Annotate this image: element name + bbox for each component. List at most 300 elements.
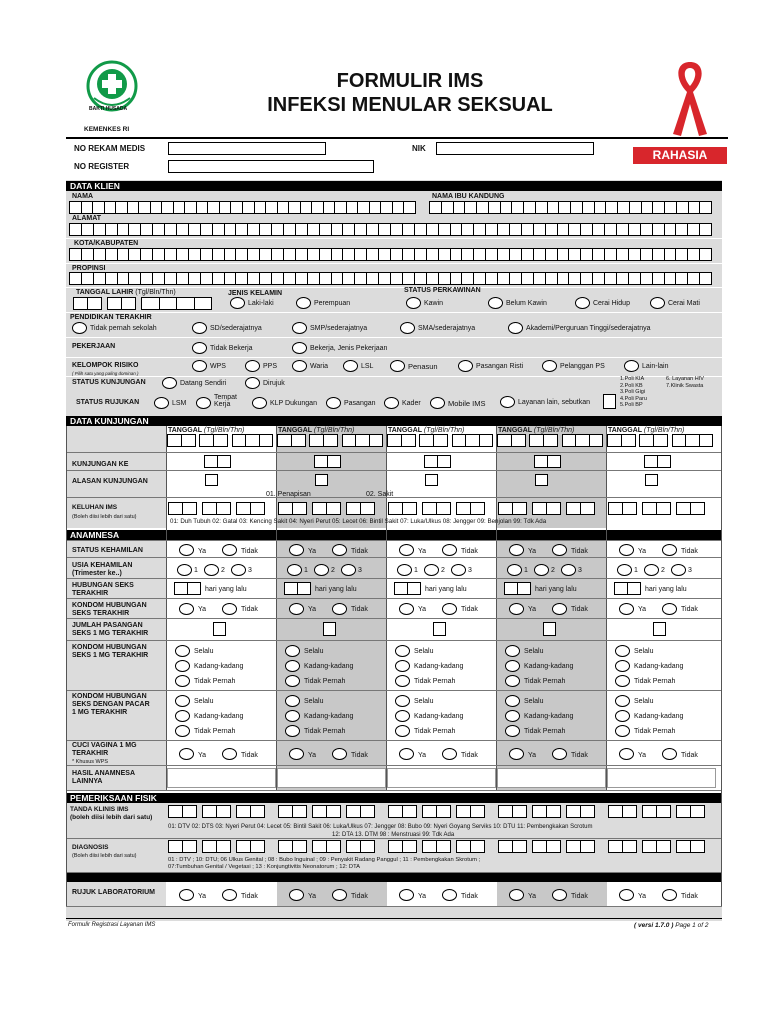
visit-4-kp-2[interactable] [505,725,520,737]
visit-5-diag-2[interactable] [643,840,671,853]
visit-2-tanda-3[interactable] [347,805,375,818]
risiko-label: KELOMPOK RISIKO [72,362,139,369]
visit-4-hamil-ya[interactable] [509,544,524,556]
risiko-wps-radio[interactable] [192,360,207,372]
visit-5-hamil-tidak[interactable] [662,544,677,556]
birth-day-field[interactable] [74,297,102,310]
visit-5-keluhan-2[interactable] [643,502,671,515]
usia-label: USIA KEHAMILAN (Trimester ke..) [72,562,133,577]
visit-1-day[interactable] [168,434,196,447]
visit-3-usia-1[interactable] [397,564,412,576]
visit-5-k1mg-0[interactable] [615,645,630,657]
visit-5-cuci-tidak[interactable] [662,748,677,760]
visit-3-k1mg-2-label: Tidak Pernah [414,678,456,685]
visit-5-year[interactable] [673,434,713,447]
visit-3-lab-tidak[interactable] [442,889,457,901]
rujuk-lain-box[interactable] [603,394,616,409]
visit-2-kp-0[interactable] [285,695,300,707]
visit-5-alasan-box[interactable] [645,474,658,486]
visit-5-kp-2-label: Tidak Pernah [634,728,676,735]
visit-2-diag-3[interactable] [347,840,375,853]
visit-2-tanda-1[interactable] [279,805,307,818]
diag-note: (Boleh diisi lebih dari satu) [72,853,137,859]
rujuk-lsm-radio[interactable] [154,397,169,409]
rujuk-mobile-radio[interactable] [430,397,445,409]
tgl-lahir-label: TANGGAL LAHIR (Tgl/Bln/Thn) [76,289,176,296]
visit-3-usia-1-label: 1 [414,567,418,574]
visit-5-k1mg-1[interactable] [615,660,630,672]
visit-2-tanda-2[interactable] [313,805,341,818]
nama-field[interactable] [70,201,416,214]
propinsi-label: PROPINSI [72,265,106,272]
visit-3-diag-1[interactable] [389,840,417,853]
visit-5-hub-field[interactable] [615,582,641,595]
visit-4-tanda-3[interactable] [567,805,595,818]
visit-4-kp-1[interactable] [505,710,520,722]
visit-1-lab-ya[interactable] [179,889,194,901]
pend-sd-label: SD/sederajatnya [210,325,262,332]
kerja-tidak-radio[interactable] [192,342,207,354]
visit-1-k1mg-2[interactable] [175,675,190,687]
risiko-penasun-radio[interactable] [390,360,405,372]
visit-4-k1mg-1[interactable] [505,660,520,672]
visit-1-diag-2[interactable] [203,840,231,853]
visit-4-usia-2-label: 2 [551,567,555,574]
visit-4-hari-label: hari yang lalu [535,586,577,593]
diag-codes-2: 07:Tumbuhan Genital / Vegetasi ; 13 : Konjungtivitis Neonatorum ; 12: DTA [168,864,361,870]
visit-3-cuci-tidak[interactable] [442,748,457,760]
form-title: FORMULIR IMS [336,70,484,92]
visit-3-kondom-ya[interactable] [399,603,414,615]
visit-2-usia-3-label: 3 [358,567,362,574]
visit-5-lab-tidak[interactable] [662,889,677,901]
visit-3-k1mg-0[interactable] [395,645,410,657]
visit-4-hamil-tidak[interactable] [552,544,567,556]
visit-2-cuci-tidak[interactable] [332,748,347,760]
visit-4-lab-ya-label: Ya [528,893,537,900]
form-subtitle: INFEKSI MENULAR SEKSUAL [267,94,553,116]
risiko-pps-label: PPS [263,363,278,370]
visit-1-tanda-1[interactable] [169,805,197,818]
pend-sd-radio[interactable] [192,322,207,334]
visit-5-keluhan-1[interactable] [609,502,637,515]
visit-3-lab-tidak-label: Tidak [461,893,478,900]
risiko-pelanggan-radio[interactable] [542,360,557,372]
visit-1-diag-1[interactable] [169,840,197,853]
jk-male-radio[interactable] [230,297,245,309]
visit-3-year[interactable] [453,434,493,447]
visit-2-kp-2[interactable] [285,725,300,737]
visit-4-k1mg-2[interactable] [505,675,520,687]
visit-2-jml-field[interactable] [323,622,336,636]
visit-3-hub-field[interactable] [395,582,421,595]
visit-4-diag-1[interactable] [499,840,527,853]
pend-label: PENDIDIKAN TERAKHIR [70,314,152,321]
visit-1-usia-3[interactable] [231,564,246,576]
visit-2-hamil-tidak[interactable] [332,544,347,556]
keluhan-label: KELUHAN IMS [72,504,118,511]
visit-3-tanda-1[interactable] [389,805,417,818]
alamat-field[interactable] [70,223,712,236]
kota-field[interactable] [70,248,712,261]
rujuk-mobile-label: Mobile IMS [448,399,486,408]
visit-5-kondom-ya[interactable] [619,603,634,615]
visit-3-hasil-field[interactable] [387,768,496,788]
kerja-bekerja-radio[interactable] [292,342,307,354]
visit-1-keluhan-1[interactable] [169,502,197,515]
visit-5-usia-1-label: 1 [634,567,638,574]
visit-2-k1mg-2-label: Tidak Pernah [304,678,346,685]
visit-3-kondom-tidak-label: Tidak [461,606,478,613]
visit-3-k1mg-1[interactable] [395,660,410,672]
visit-3-diag-2[interactable] [423,840,451,853]
visit-4-lab-ya[interactable] [509,889,524,901]
visit-3-cuci-ya-label: Ya [418,752,427,759]
visit-1-kp-0-label: Selalu [194,698,214,705]
visit-3-usia-3-label: 3 [468,567,472,574]
visit-4-tanda-1[interactable] [499,805,527,818]
visit-1-k1mg-0-label: Selalu [194,648,214,655]
visit-2-kondom-tidak[interactable] [332,603,347,615]
visit-2-lab-ya[interactable] [289,889,304,901]
visit-5-k1mg-2[interactable] [615,675,630,687]
visit-4-day[interactable] [498,434,526,447]
sp-cerai-mati-radio[interactable] [650,297,665,309]
sp-belum-radio[interactable] [488,297,503,309]
visit-5-hamil-ya-label: Ya [638,548,647,555]
visit-4-tanggal-label: TANGGAL (Tgl/Bln/Thn) [498,427,575,434]
nik-label: NIK [412,144,426,153]
visit-1-keluhan-2[interactable] [203,502,231,515]
risiko-waria-label: Waria [310,363,329,370]
visit-2-kp-1-label: Kadang-kadang [304,713,354,720]
visit-1-lab-ya-label: Ya [198,893,207,900]
jk-female-radio[interactable] [296,297,311,309]
visit-1-kp-0[interactable] [175,695,190,707]
visit-2-year[interactable] [343,434,383,447]
visit-5-tanggal-label: TANGGAL (Tgl/Bln/Thn) [608,427,685,434]
visit-4-hamil-ya-label: Ya [528,548,537,555]
visit-2-diag-2[interactable] [313,840,341,853]
visit-1-lab-tidak[interactable] [222,889,237,901]
visit-3-cuci-ya[interactable] [399,748,414,760]
visit-1-cuci-tidak[interactable] [222,748,237,760]
visit-5-kp-1[interactable] [615,710,630,722]
visit-4-kondom-ya-label: Ya [528,606,537,613]
visit-4-hub-field[interactable] [505,582,531,595]
visit-2-k1mg-0[interactable] [285,645,300,657]
rujuk-kader-radio[interactable] [384,397,399,409]
visit-5-diag-3[interactable] [677,840,705,853]
visit-5-hamil-ya[interactable] [619,544,634,556]
pend-smp-radio[interactable] [292,322,307,334]
visit-1-hasil-field[interactable] [167,768,276,788]
visit-5-tanda-2[interactable] [643,805,671,818]
visit-4-keluhan-1[interactable] [499,502,527,515]
visit-1-hamil-tidak-label: Tidak [241,548,258,555]
pend-sma-radio[interactable] [400,322,415,334]
kunj-sendiri-radio[interactable] [162,377,177,389]
visit-5-hasil-field[interactable] [607,768,716,788]
visit-2-hamil-ya[interactable] [289,544,304,556]
visit-4-kunjungan-field[interactable] [535,455,561,468]
risiko-lain-radio[interactable] [624,360,639,372]
visit-5-keluhan-3[interactable] [677,502,705,515]
sp-kawin-radio[interactable] [406,297,421,309]
sp-cerai-hidup-radio[interactable] [575,297,590,309]
visit-4-usia-1[interactable] [507,564,522,576]
pend-none-radio[interactable] [72,322,87,334]
visit-2-k1mg-1[interactable] [285,660,300,672]
visit-5-kondom-tidak[interactable] [662,603,677,615]
rujuk-pasangan-radio[interactable] [326,397,341,409]
ibu-field[interactable] [430,201,712,214]
visit-3-kp-0[interactable] [395,695,410,707]
rujuk-lain-radio[interactable] [500,396,515,408]
visit-3-usia-2[interactable] [424,564,439,576]
visit-5-month[interactable] [640,434,668,447]
visit-5-lab-ya[interactable] [619,889,634,901]
lab-label: RUJUK LABORATORIUM [72,889,155,896]
visit-4-month[interactable] [530,434,558,447]
visit-3-lab-ya-label: Ya [418,893,427,900]
nik-field[interactable] [436,142,594,155]
visit-1-kp-2[interactable] [175,725,190,737]
visit-2-usia-2[interactable] [314,564,329,576]
jk-female-label: Perempuan [314,300,351,307]
visit-4-alasan-box[interactable] [535,474,548,486]
visit-3-tanda-3[interactable] [457,805,485,818]
rujuk-lsm-label: LSM [172,400,187,407]
visit-4-hasil-field[interactable] [497,768,606,788]
visit-1-diag-3[interactable] [237,840,265,853]
rujuk-kader-label: Kader [402,400,421,407]
rujuk-tempat-kerja-label: Tempat Kerja [214,394,237,408]
visit-1-kp-2-label: Tidak Pernah [194,728,236,735]
visit-1-year[interactable] [233,434,273,447]
visit-3-kp-0-label: Selalu [414,698,434,705]
visit-3-tanggal-label: TANGGAL (Tgl/Bln/Thn) [388,427,465,434]
visit-1-tanda-2[interactable] [203,805,231,818]
visit-2-usia-1[interactable] [287,564,302,576]
visit-2-hasil-field[interactable] [277,768,386,788]
visit-3-keluhan-3[interactable] [457,502,485,515]
visit-3-kunjungan-field[interactable] [425,455,451,468]
kunj-dirujuk-radio[interactable] [245,377,260,389]
pend-akademi-radio[interactable] [508,322,523,334]
sp-belum-label: Belum Kawin [506,300,547,307]
visit-5-usia-2-label: 2 [661,567,665,574]
hasil-label: HASIL ANAMNESA LAINNYA [72,770,136,785]
visit-1-kp-1[interactable] [175,710,190,722]
visit-3-tanda-2[interactable] [423,805,451,818]
visit-2-month[interactable] [310,434,338,447]
rujuk-klp-radio[interactable] [252,397,267,409]
visit-4-hamil-tidak-label: Tidak [571,548,588,555]
visit-1-hamil-tidak[interactable] [222,544,237,556]
visit-3-kondom-tidak[interactable] [442,603,457,615]
visit-4-year[interactable] [563,434,603,447]
visit-1-tanda-3[interactable] [237,805,265,818]
visit-5-kp-2[interactable] [615,725,630,737]
visit-5-kp-0[interactable] [615,695,630,707]
visit-2-k1mg-2[interactable] [285,675,300,687]
kerja-label: PEKERJAAN [72,343,116,350]
visit-3-keluhan-2[interactable] [423,502,451,515]
pend-none-label: Tidak pernah sekolah [90,325,157,332]
visit-5-jml-field[interactable] [653,622,666,636]
risiko-lsl-radio[interactable] [343,360,358,372]
visit-4-usia-3[interactable] [561,564,576,576]
visit-1-kondom-ya-label: Ya [198,606,207,613]
visit-4-usia-1-label: 1 [524,567,528,574]
visit-2-kondom-tidak-label: Tidak [351,606,368,613]
rujuk-pasangan-label: Pasangan [344,400,376,407]
visit-5-kunjungan-field[interactable] [645,455,671,468]
sp-kawin-label: Kawin [424,300,444,307]
visit-2-lab-tidak-label: Tidak [351,893,368,900]
visit-2-day[interactable] [278,434,306,447]
visit-3-hamil-ya[interactable] [399,544,414,556]
visit-3-k1mg-0-label: Selalu [414,648,434,655]
visit-5-usia-1[interactable] [617,564,632,576]
visit-1-kondom-tidak[interactable] [222,603,237,615]
visit-1-alasan-box[interactable] [205,474,218,486]
visit-4-cuci-tidak[interactable] [552,748,567,760]
footer-right: ( versi 1.7.0 ) Page 1 of 2 [634,922,709,929]
visit-2-kp-1[interactable] [285,710,300,722]
visit-5-tanda-1[interactable] [609,805,637,818]
visit-4-k1mg-0[interactable] [505,645,520,657]
visit-5-kp-0-label: Selalu [634,698,654,705]
birth-month-field[interactable] [108,297,136,310]
visit-3-kp-1[interactable] [395,710,410,722]
kondom-label: KONDOM HUBUNGAN SEKS TERAKHIR [72,602,147,617]
risiko-waria-radio[interactable] [292,360,307,372]
cuci-label: CUCI VAGINA 1 MG TERAKHIR * Khusus WPS [72,742,137,765]
visit-1-keluhan-3[interactable] [237,502,265,515]
visit-3-hamil-tidak-label: Tidak [461,548,478,555]
visit-1-k1mg-0[interactable] [175,645,190,657]
risiko-lain-label: Lain-lain [642,363,669,370]
rujuk-lain-label: Layanan lain, sebutkan [518,399,590,406]
visit-2-hamil-ya-label: Ya [308,548,317,555]
visit-1-kondom-ya[interactable] [179,603,194,615]
visit-2-alasan-box[interactable] [315,474,328,486]
visit-2-usia-3[interactable] [341,564,356,576]
visit-3-usia-3[interactable] [451,564,466,576]
register-field[interactable] [168,160,374,173]
visit-4-tanda-2[interactable] [533,805,561,818]
birth-year-field[interactable] [142,297,212,310]
visit-4-kp-0[interactable] [505,695,520,707]
visit-3-lab-ya[interactable] [399,889,414,901]
visit-4-kondom-tidak[interactable] [552,603,567,615]
visit-2-kondom-ya[interactable] [289,603,304,615]
visit-1-hamil-ya[interactable] [179,544,194,556]
visit-3-alasan-box[interactable] [425,474,438,486]
sp-label: STATUS PERKAWINAN [404,287,481,294]
visit-1-k1mg-1[interactable] [175,660,190,672]
visit-5-usia-3-label: 3 [688,567,692,574]
visit-1-cuci-ya[interactable] [179,748,194,760]
visit-3-keluhan-1[interactable] [389,502,417,515]
visit-2-lab-tidak[interactable] [332,889,347,901]
risiko-pps-radio[interactable] [245,360,260,372]
rujuk-tempat-kerja-radio[interactable] [196,397,211,409]
visit-4-lab-tidak[interactable] [552,889,567,901]
visit-2-diag-1[interactable] [279,840,307,853]
visit-2-kp-2-label: Tidak Pernah [304,728,346,735]
visit-3-usia-2-label: 2 [441,567,445,574]
kunjungan-label: KUNJUNGAN KE [72,461,129,468]
visit-5-day[interactable] [608,434,636,447]
visit-1-usia-2[interactable] [204,564,219,576]
visit-2-keluhan-1[interactable] [279,502,307,515]
visit-2-kunjungan-field[interactable] [315,455,341,468]
visit-3-jml-field[interactable] [433,622,446,636]
visit-2-keluhan-3[interactable] [347,502,375,515]
visit-3-month[interactable] [420,434,448,447]
visit-1-k1mg-1-label: Kadang-kadang [194,663,244,670]
risiko-risti-radio[interactable] [458,360,473,372]
visit-1-kunjungan-field[interactable] [205,455,231,468]
visit-1-hub-field[interactable] [175,582,201,595]
rujuk-label: STATUS RUJUKAN [76,399,140,406]
rekam-field[interactable] [168,142,326,155]
visit-3-k1mg-2[interactable] [395,675,410,687]
visit-5-usia-3[interactable] [671,564,686,576]
visit-1-cuci-tidak-label: Tidak [241,752,258,759]
visit-4-diag-2[interactable] [533,840,561,853]
visit-5-kondom-ya-label: Ya [638,606,647,613]
risiko-penasun-label: Penasun [408,362,438,371]
jk-male-label: Laki-laki [248,300,274,307]
visit-4-usia-2[interactable] [534,564,549,576]
visit-5-kp-1-label: Kadang-kadang [634,713,684,720]
visit-3-kp-2[interactable] [395,725,410,737]
kunj-dirujuk-label: Dirujuk [263,380,285,387]
visit-4-jml-field[interactable] [543,622,556,636]
visit-5-usia-2[interactable] [644,564,659,576]
visit-2-keluhan-2[interactable] [313,502,341,515]
propinsi-field[interactable] [70,272,712,285]
visit-4-kondom-ya[interactable] [509,603,524,615]
pend-smp-label: SMP/sederajatnya [310,325,368,332]
visit-4-kondom-tidak-label: Tidak [571,606,588,613]
visit-3-hamil-tidak[interactable] [442,544,457,556]
visit-5-tanda-3[interactable] [677,805,705,818]
visit-2-lab-ya-label: Ya [308,893,317,900]
visit-5-cuci-ya[interactable] [619,748,634,760]
visit-3-diag-3[interactable] [457,840,485,853]
visit-5-diag-1[interactable] [609,840,637,853]
visit-3-hamil-ya-label: Ya [418,548,427,555]
visit-3-day[interactable] [388,434,416,447]
alasan-label: ALASAN KUNJUNGAN [72,478,148,485]
visit-2-cuci-ya[interactable] [289,748,304,760]
visit-4-keluhan-3[interactable] [567,502,595,515]
visit-1-usia-1[interactable] [177,564,192,576]
visit-1-month[interactable] [200,434,228,447]
visit-4-cuci-ya[interactable] [509,748,524,760]
visit-4-diag-3[interactable] [567,840,595,853]
visit-4-kp-2-label: Tidak Pernah [524,728,566,735]
visit-5-k1mg-2-label: Tidak Pernah [634,678,676,685]
visit-2-hub-field[interactable] [285,582,311,595]
visit-1-jml-field[interactable] [213,622,226,636]
visit-4-keluhan-2[interactable] [533,502,561,515]
